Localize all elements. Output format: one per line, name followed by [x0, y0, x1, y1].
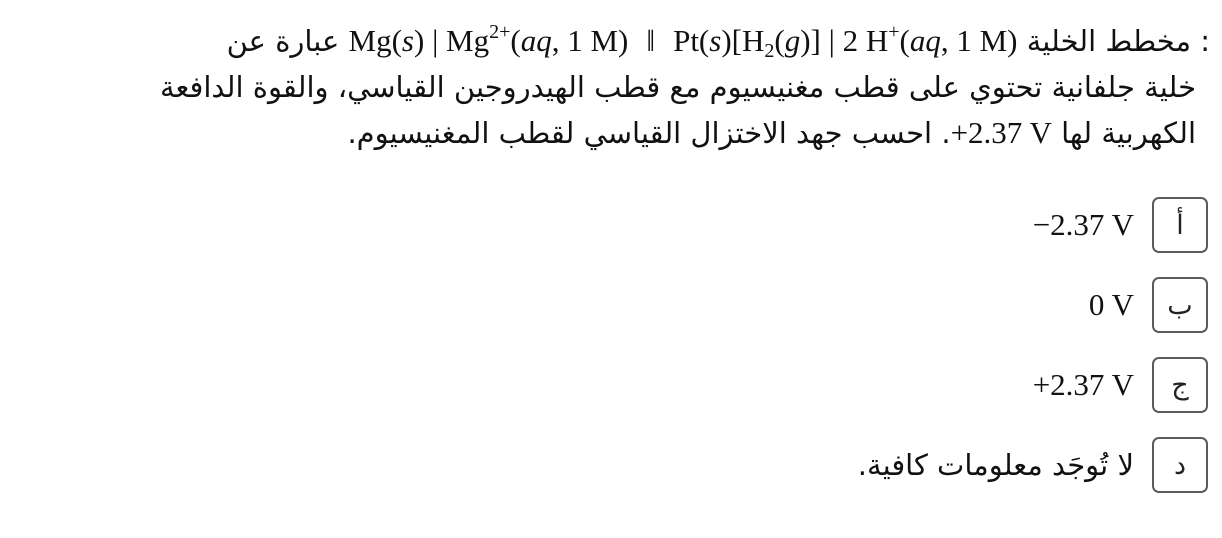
option-a[interactable]: [508, 196, 1208, 254]
question-line-2: خلية جلفانية تحتوي على قطب مغنيسيوم مع قطب الهيدروجين القياسي، والقوة الدافعة: [159, 70, 1196, 104]
question-line-1: [10, 18, 1210, 64]
option-b-text: 0 V: [1088, 287, 1134, 322]
option-d-letter[interactable]: د: [1152, 437, 1208, 493]
salt-bridge-symbol: ‖: [646, 23, 656, 58]
cell-notation: Mg(s) | $Mg^{2+}(aq$, 1 M) ‖ $Pt(s)[H_2(g)]$ | 2 H+(aq, 1 M): [348, 21, 1018, 62]
question-suffix: عبارة عن: [226, 24, 340, 58]
option-d-text: لا تُوجَد معلومات كافية.: [857, 448, 1134, 482]
option-d[interactable]: [508, 436, 1208, 494]
option-b-letter[interactable]: ب: [1152, 277, 1208, 333]
question-text: [10, 18, 1210, 156]
option-c[interactable]: [508, 356, 1208, 414]
option-a-text: −2.37 V: [1032, 207, 1134, 242]
option-c-text: +2.37 V: [1032, 367, 1134, 402]
option-a-letter[interactable]: أ: [1152, 197, 1208, 253]
option-b[interactable]: [508, 276, 1208, 334]
question-colon: :: [1200, 24, 1210, 58]
option-c-letter[interactable]: ج: [1152, 357, 1208, 413]
emf-value: +2.37 V: [950, 115, 1052, 150]
question-line-3: الكهربية لها +2.37 V. احسب جهد الاختزال القياسي لقطب المغنيسيوم.: [10, 110, 1210, 156]
cell-diagram-label: مخطط الخلية: [1026, 24, 1191, 58]
answer-options: [508, 196, 1208, 516]
